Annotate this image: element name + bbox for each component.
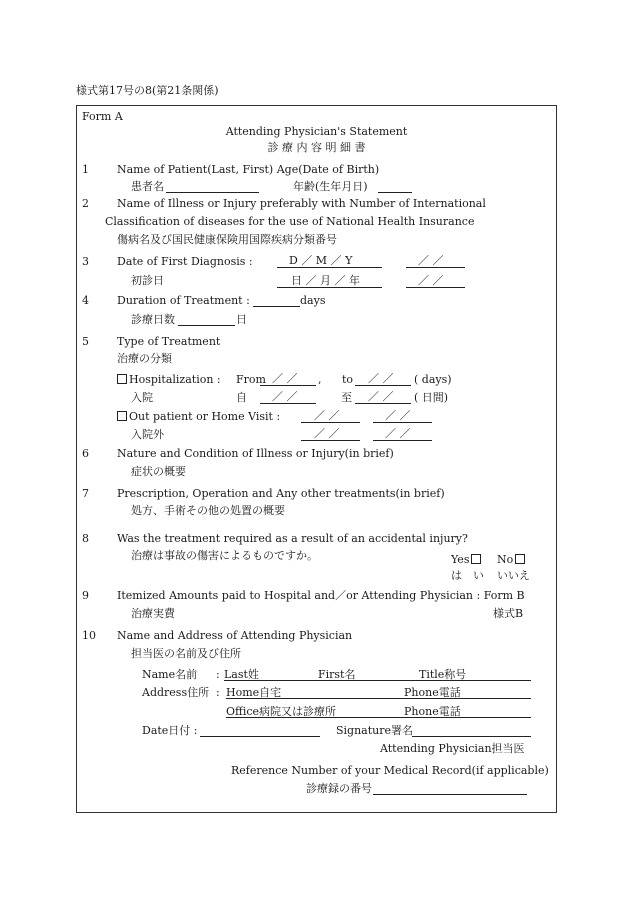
first-diagnosis-dmy-jp: 日 ／ 月 ／ 年	[291, 274, 360, 287]
itemized-amounts-label-en: Itemized Amounts paid to Hospital and／or Attending Physician : Form B	[117, 589, 525, 602]
physician-name-field[interactable]	[224, 680, 531, 681]
outpatient-from-field[interactable]	[301, 422, 360, 423]
illness-label-en-2: Classification of diseases for the use of National Health Insurance	[105, 215, 475, 228]
illness-label-en-1: Name of Illness or Injury preferably with Number of International	[117, 197, 486, 210]
reference-number-label: Reference Number of your Medical Record(if applicable)	[231, 764, 549, 777]
physician-address-label: Address住所	[142, 686, 210, 699]
form-b-label-jp: 様式B	[493, 607, 524, 620]
condition-label-jp: 症状の概要	[131, 465, 186, 478]
title-japanese: 診 療 内 容 明 細 書	[267, 141, 366, 154]
outpatient-label-jp: 入院外	[131, 428, 164, 441]
hospitalization-label: Hospitalization :	[129, 373, 221, 386]
hosp-from-field-jp[interactable]	[260, 403, 316, 404]
patient-age-field[interactable]	[378, 192, 412, 193]
title-english: Attending Physician's Statement	[225, 125, 408, 138]
physician-name-colon: :	[216, 668, 220, 681]
duration-label-en: Duration of Treatment :	[117, 294, 250, 307]
accident-question-en: Was the treatment required as a result of an accidental injury?	[117, 532, 468, 545]
first-diagnosis-alt-field-jp[interactable]	[406, 287, 465, 288]
hosp-from-comma: ,	[318, 373, 322, 386]
hosp-from-field[interactable]	[260, 385, 316, 386]
first-diagnosis-label-jp: 初診日	[131, 274, 164, 287]
accident-yes-label-jp: は い	[451, 569, 484, 582]
item-number: 2	[82, 197, 89, 210]
first-diagnosis-alt-slashes: ／ ／	[418, 254, 444, 267]
first-diagnosis-alt-field[interactable]	[406, 267, 465, 268]
outpatient-from-slashes-jp: ／ ／	[314, 427, 340, 440]
accident-question-jp: 治療は事故の傷害によるものですか。	[131, 549, 318, 562]
outpatient-to-slashes-jp: ／ ／	[385, 427, 411, 440]
hosp-from-slashes-jp: ／ ／	[272, 390, 298, 403]
item-number: 8	[82, 532, 89, 545]
hosp-to-label: to	[342, 373, 354, 386]
item-number: 6	[82, 447, 89, 460]
physician-home-label: Home自宅	[226, 686, 282, 699]
outpatient-to-slashes: ／ ／	[385, 409, 411, 422]
accident-yes-option[interactable]	[451, 553, 483, 567]
hosp-to-field-jp[interactable]	[355, 403, 411, 404]
outpatient-from-field-jp[interactable]	[301, 440, 360, 441]
hospitalization-option[interactable]	[117, 373, 221, 387]
physician-first-name-label: First名	[318, 668, 356, 681]
physician-office-phone-label: Phone電話	[404, 705, 461, 718]
item-number: 5	[82, 335, 89, 348]
hosp-to-slashes: ／ ／	[368, 372, 394, 385]
prescription-label-jp: 処方、手術その他の処置の概要	[131, 504, 285, 517]
hosp-from-label-jp: 自	[236, 391, 247, 404]
accident-yes-label: Yes	[451, 553, 470, 566]
outpatient-to-field[interactable]	[373, 422, 432, 423]
physician-label-jp: 担当医の名前及び住所	[131, 647, 241, 660]
hosp-from-label: From	[236, 373, 266, 386]
physician-title-label: Title称号	[419, 668, 467, 681]
hosp-to-label-jp: 至	[341, 391, 352, 404]
item-number: 3	[82, 255, 89, 268]
outpatient-checkbox[interactable]	[117, 411, 127, 421]
physician-name-label: Name名前	[142, 668, 198, 681]
physician-office-address-field[interactable]	[226, 717, 531, 718]
physician-label-en: Name and Address of Attending Physician	[117, 629, 353, 642]
first-diagnosis-date-field-jp[interactable]	[277, 287, 382, 288]
signature-field[interactable]	[412, 736, 531, 737]
item-number: 9	[82, 589, 89, 602]
item-number: 7	[82, 487, 89, 500]
signature-label: Signature署名	[336, 724, 414, 737]
accident-no-checkbox[interactable]	[515, 554, 525, 564]
duration-label-jp: 診療日数	[131, 313, 175, 326]
attending-physician-label: Attending Physician担当医	[380, 742, 525, 755]
hosp-to-field[interactable]	[355, 385, 411, 386]
hosp-days-paren: ( days)	[414, 373, 452, 386]
hosp-to-slashes-jp: ／ ／	[368, 390, 394, 403]
itemized-amounts-label-jp: 治療実費	[131, 607, 175, 620]
duration-days-unit: days	[300, 294, 326, 307]
treatment-type-label-en: Type of Treatment	[117, 335, 221, 348]
patient-age-label-jp: 年齢(生年月日)	[293, 180, 368, 193]
patient-name-label-en: Name of Patient(Last, First) Age(Date of Birth)	[117, 163, 380, 176]
date-label: Date日付 :	[142, 724, 198, 737]
hosp-from-slashes: ／ ／	[272, 372, 298, 385]
accident-no-option[interactable]	[497, 553, 527, 567]
physician-address-colon: :	[216, 686, 220, 699]
accident-no-label-jp: いいえ	[497, 569, 530, 582]
patient-name-field[interactable]	[166, 192, 259, 193]
hosp-days-paren-jp: ( 日間)	[414, 391, 449, 404]
physician-home-address-field[interactable]	[226, 698, 531, 699]
date-field[interactable]	[200, 736, 320, 737]
hosp-label-jp: 入院	[131, 391, 153, 404]
treatment-type-label-jp: 治療の分類	[117, 352, 172, 365]
reference-number-label-jp: 診療録の番号	[306, 782, 372, 795]
first-diagnosis-date-field[interactable]	[277, 267, 382, 268]
first-diagnosis-alt-slashes-jp: ／ ／	[418, 274, 444, 287]
first-diagnosis-dmy: D ／ M ／ Y	[289, 254, 353, 267]
item-number: 10	[82, 629, 96, 642]
outpatient-to-field-jp[interactable]	[373, 440, 432, 441]
patient-name-label-jp: 患者名	[131, 180, 164, 193]
prescription-label-en: Prescription, Operation and Any other treatments(in brief)	[117, 487, 445, 500]
hospitalization-checkbox[interactable]	[117, 374, 127, 384]
duration-days-unit-jp: 日	[236, 313, 247, 326]
item-number: 4	[82, 294, 89, 307]
form-label: Form A	[82, 110, 123, 123]
outpatient-option[interactable]	[117, 410, 280, 424]
item-number: 1	[82, 163, 89, 176]
duration-days-field-jp[interactable]	[178, 325, 235, 326]
form-header: 様式第17号の8(第21条関係)	[76, 84, 219, 97]
physician-office-label: Office病院又は診療所	[226, 705, 337, 718]
illness-label-jp: 傷病名及び国民健康保険用国際疾病分類番号	[117, 233, 337, 246]
duration-days-field[interactable]	[253, 306, 300, 307]
physician-last-name-label: Last姓	[224, 668, 259, 681]
outpatient-label: Out patient or Home Visit :	[129, 410, 281, 423]
physician-home-phone-label: Phone電話	[404, 686, 461, 699]
reference-number-field[interactable]	[373, 794, 527, 795]
outpatient-from-slashes: ／ ／	[314, 409, 340, 422]
condition-label-en: Nature and Condition of Illness or Injury(in brief)	[117, 447, 394, 460]
first-diagnosis-label-en: Date of First Diagnosis :	[117, 255, 253, 268]
accident-no-label: No	[497, 553, 514, 566]
accident-yes-checkbox[interactable]	[471, 554, 481, 564]
